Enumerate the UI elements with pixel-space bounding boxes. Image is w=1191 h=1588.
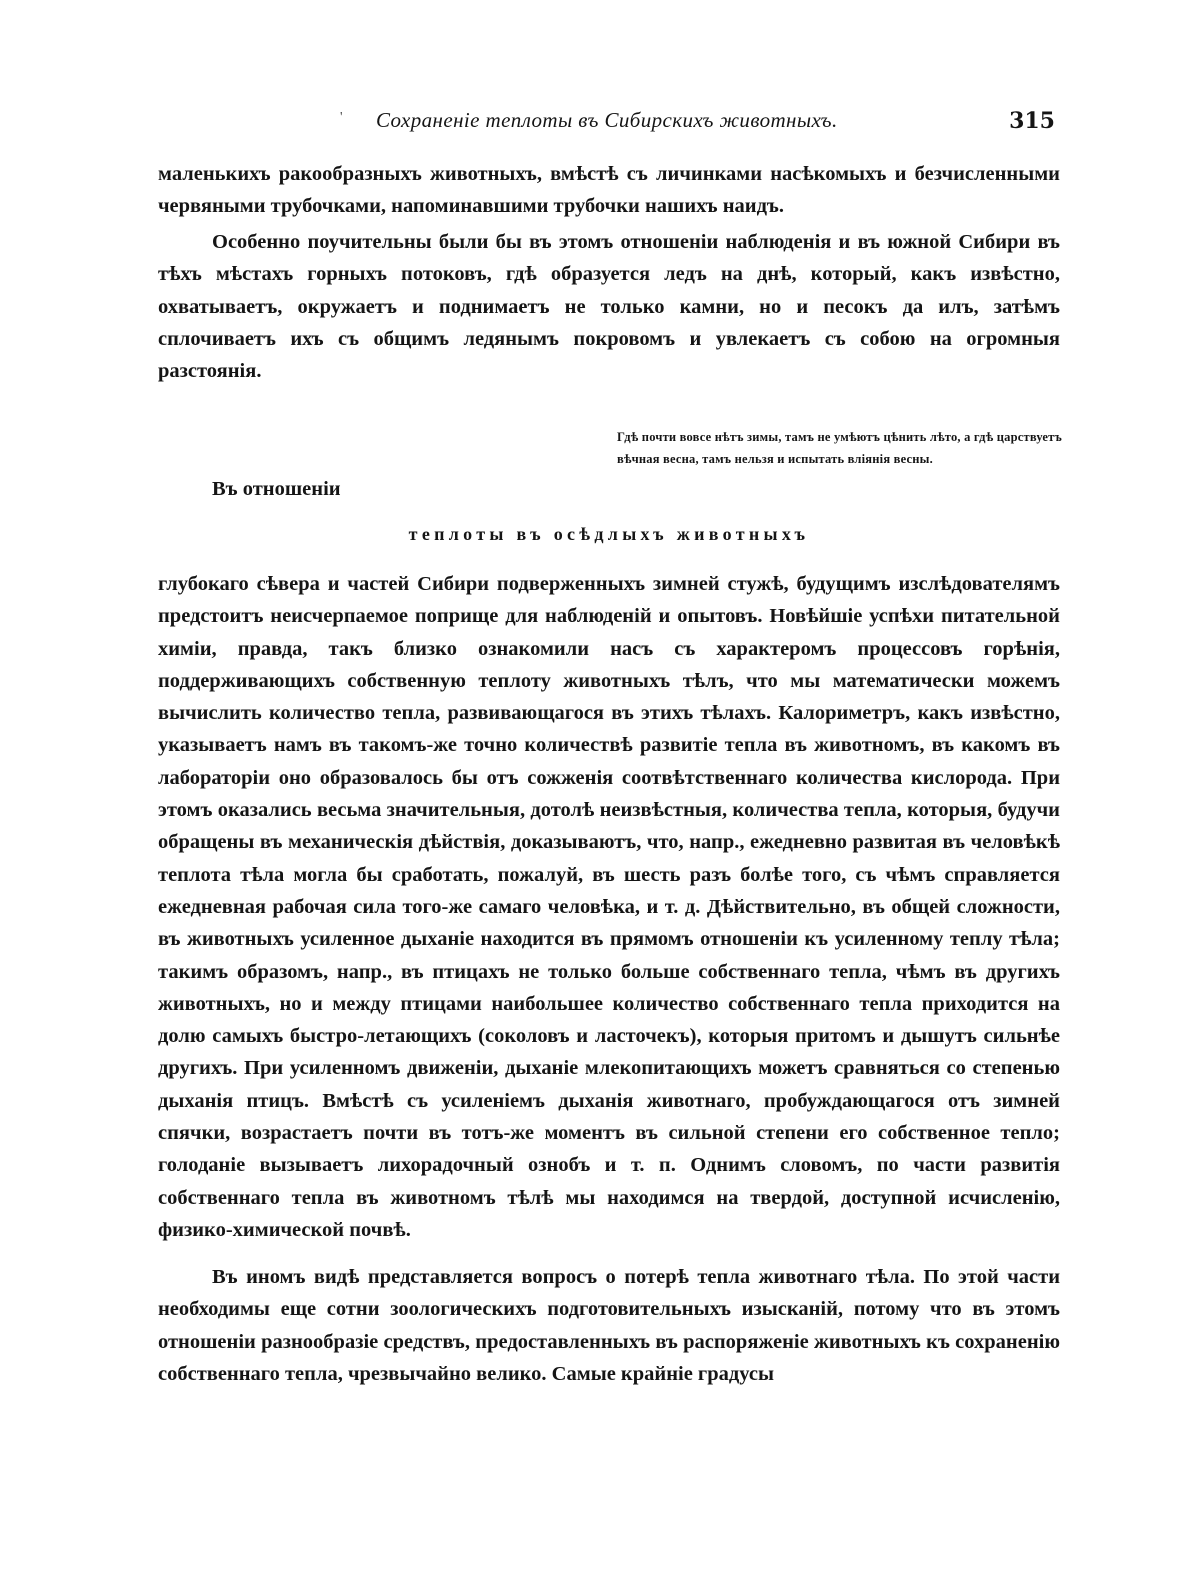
header-mark: ' (340, 110, 343, 125)
paragraph-mountain-streams (158, 226, 1060, 387)
epigraph: Гдѣ почти вовсе нѣтъ зимы, тамъ не умѣютъ цѣнить лѣто, а гдѣ царствуетъ вѣчная весна, тамъ нельзя и испытать вліянія весны. (617, 430, 1062, 466)
running-title: Сохраненіе теплоты въ Сибирскихъ животныхъ. (376, 108, 838, 132)
section-heading: теплоты въ осѣдлыхъ животныхъ (408, 524, 810, 544)
paragraph-4: Въ иномъ видѣ представляется вопросъ о потерѣ тепла животнаго тѣла. По этой части необходимы еще сотни зоологическихъ подготовительныхъ изысканій, потому что въ этомъ отношеніи разнообразіе средствъ, предоставленныхъ въ распоряженіе животныхъ къ сохраненію собственнаго тепла, чрезвычайно велико. Самые крайніе градусы (158, 1266, 1060, 1385)
page-header (340, 108, 1055, 144)
paragraph-2: Особенно поучительны были бы въ этомъ отношеніи наблюденія и въ южной Сибири въ тѣхъ мѣстахъ горныхъ потоковъ, гдѣ образуется ледъ на днѣ, который, какъ извѣстно, охватываетъ, окружаетъ и поднимаетъ не только камни, но и песокъ да илъ, затѣмъ сплочиваетъ ихъ съ общимъ ледянымъ покровомъ и увлекаетъ съ собою на огромныя разстоянія. (158, 231, 1060, 383)
paragraph-heat-loss (158, 1261, 1060, 1390)
lead-phrase: Въ отношеніи (212, 478, 341, 500)
paragraph-1: маленькихъ ракообразныхъ животныхъ, вмѣстѣ съ личинками насѣкомыхъ и безчисленными червяными трубочками, напоминавшими трубочки нашихъ наидъ. (158, 163, 1060, 218)
paragraph-3: глубокаго сѣвера и частей Сибири подверженныхъ зимней стужѣ, будущимъ изслѣдователямъ предстоитъ неисчерпаемое поприще для наблюденій и опытовъ. Новѣйшіе успѣхи питательной химіи, правда, такъ близко ознакомили насъ съ характеромъ процессовъ горѣнія, поддерживающихъ собственную теплоту животныхъ тѣлъ, что мы математически можемъ вычислить количество тепла, развивающагося въ этихъ тѣлахъ. Калориметръ, какъ извѣстно, указываетъ намъ въ такомъ-же точно количествѣ развитіе тепла въ животномъ, въ какомъ въ лабораторіи оно образовалось бы отъ сожженія соотвѣтственнаго количества кислорода. При этомъ оказались весьма значительныя, дотолѣ неизвѣстныя, количества тепла, которыя, будучи обращены въ механическія дѣйствія, доказываютъ, что, напр., ежедневно развитая въ человѣкѣ теплота тѣла могла бы сработать, пожалуй, въ шесть разъ болѣе того, съ чѣмъ справляется ежедневная рабочая сила того-же самаго человѣка, и т. д. Дѣйствительно, въ общей сложности, въ животныхъ усиленное дыханіе находится въ прямомъ отношеніи къ усиленному теплу тѣла; такимъ образомъ, напр., въ птицахъ не только больше собственнаго тепла, чѣмъ въ другихъ животныхъ, но и между птицами наибольшее количество собственнаго тепла приходится на долю самыхъ быстро-летающихъ (соколовъ и ласточекъ), которыя притомъ и дышутъ сильнѣе другихъ. При усиленномъ движеніи, дыханіе млекопитающихъ можетъ сравняться со степенью дыханія птицъ. Вмѣстѣ съ усиленіемъ дыханія животнаго, пробуждающагося отъ зимней спячки, возрастаетъ почти въ тотъ-же моментъ въ сильной степени его собственное тепло; голоданіе вызываетъ лихорадочный ознобъ и т. п. Однимъ словомъ, по части развитія собственнаго тепла въ животномъ тѣлѣ мы находимся на твердой, доступной исчисленію, физико-химической почвѣ. (158, 573, 1060, 1241)
paragraph-continuation (158, 158, 1060, 223)
page-number: 315 (1009, 108, 1055, 134)
paragraph-animal-heat (158, 568, 1060, 1246)
